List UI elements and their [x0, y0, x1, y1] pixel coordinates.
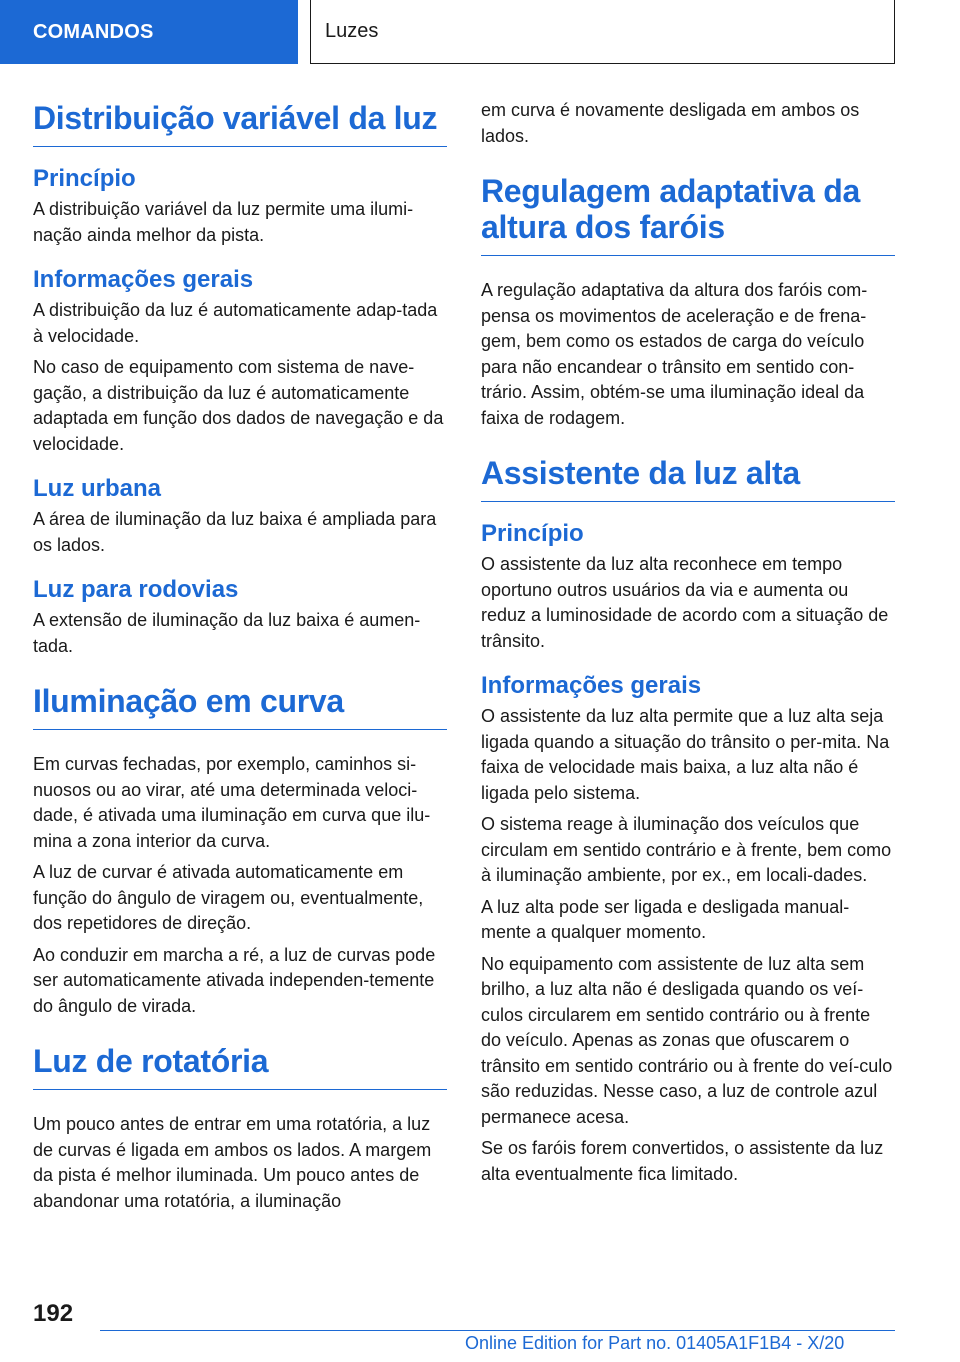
paragraph: A luz alta pode ser ligada e desligada manual-mente a qualquer momento.: [481, 896, 850, 942]
paragraph: O assistente da luz alta permite que a luz alta seja ligada quando a situação do trânsito o per-mita. Na faixa de velocidade mais baixa, a luz alta não é ligada pelo sistema.: [481, 706, 890, 803]
paragraph: Em curvas fechadas, por exemplo, caminhos si-nuosos ou ao virar, até uma determinada veloci-dade, é ativada uma iluminação em curva que ilu-mina a zona interior da curva.: [33, 754, 431, 851]
heading-distribuicao: Distribuição variável da luz: [33, 100, 447, 147]
footer-divider: [100, 1330, 895, 1331]
right-column: [481, 98, 895, 1187]
footer-edition: Online Edition for Part no. 01405A1F1B4 - X/20: [465, 1333, 845, 1353]
paragraph: A regulação adaptativa da altura dos faróis com-pensa os movimentos de aceleração e de frena-gem, bem como os estados de carga do veículo para não encandear o trânsito em sentido con-trário. Assim, obtém-se uma iluminação ideal da faixa de rodagem.: [481, 280, 868, 428]
subheading-principio: Princípio: [481, 520, 584, 547]
paragraph: A distribuição variável da luz permite uma ilumi-nação ainda melhor da pista.: [33, 199, 414, 245]
heading-iluminacao-curva: Iluminação em curva: [33, 683, 447, 730]
subheading-principio: Princípio: [33, 165, 136, 192]
paragraph: No caso de equipamento com sistema de nave-gação, a distribuição da luz é automaticamente adaptada em função dos dados de navegação e da velocidade.: [33, 357, 444, 454]
paragraph: A distribuição da luz é automaticamente adap-tada à velocidade.: [33, 300, 438, 346]
paragraph: Se os faróis forem convertidos, o assistente da luz alta eventualmente fica limitado.: [481, 1138, 884, 1184]
paragraph: O assistente da luz alta reconhece em tempo oportuno outros usuários da via e aumenta ou reduz a luminosidade de acordo com a situação de trânsito.: [481, 554, 889, 651]
paragraph: A luz de curvar é ativada automaticamente em função do ângulo de viragem ou, eventualmente, dos repetidores de direção.: [33, 862, 424, 933]
left-column: [33, 100, 447, 1214]
subheading-informacoes: Informações gerais: [33, 266, 254, 293]
paragraph: Um pouco antes de entrar em uma rotatória, a luz de curvas é ligada em ambos os lados. A margem da pista é melhor iluminada. Um pouco antes de abandonar uma rotatória, a iluminação: [33, 1114, 432, 1211]
paragraph: No equipamento com assistente de luz alta sem brilho, a luz alta não é desligada quando os veí-culos circularem em sentido contrário ou à frente do veículo. Apenas as zonas que ofuscarem o trânsito em sentido contrário ou à frente do veí-culo são reduzidas. Nesse caso, a luz de controle azul permanece acesa.: [481, 953, 893, 1127]
paragraph: O sistema reage à iluminação dos veículos que circulam em sentido contrário e à frente, bem como à iluminação ambiente, por ex., em locali-dades.: [481, 814, 892, 885]
paragraph: A área de iluminação da luz baixa é ampliada para os lados.: [33, 509, 437, 555]
heading-luz-rotatoria: Luz de rotatória: [33, 1043, 447, 1090]
heading-assistente: Assistente da luz alta: [481, 455, 895, 502]
paragraph: Ao conduzir em marcha a ré, a luz de curvas pode ser automaticamente ativada independen-temente do ângulo de virada.: [33, 944, 436, 1016]
subheading-luz-urbana: Luz urbana: [33, 475, 162, 502]
paragraph: A extensão de iluminação da luz baixa é aumen-tada.: [33, 610, 421, 656]
section-tab: COMANDOS: [0, 0, 298, 64]
page-number: 192: [33, 1300, 74, 1327]
subheading-luz-rodovias: Luz para rodovias: [33, 576, 239, 603]
subheading-informacoes: Informações gerais: [481, 672, 702, 699]
chapter-title: Luzes: [310, 0, 895, 64]
heading-regulagem: Regulagem adaptativa da altura dos faróis: [481, 173, 895, 256]
paragraph: em curva é novamente desligada em ambos os lados.: [481, 100, 860, 146]
